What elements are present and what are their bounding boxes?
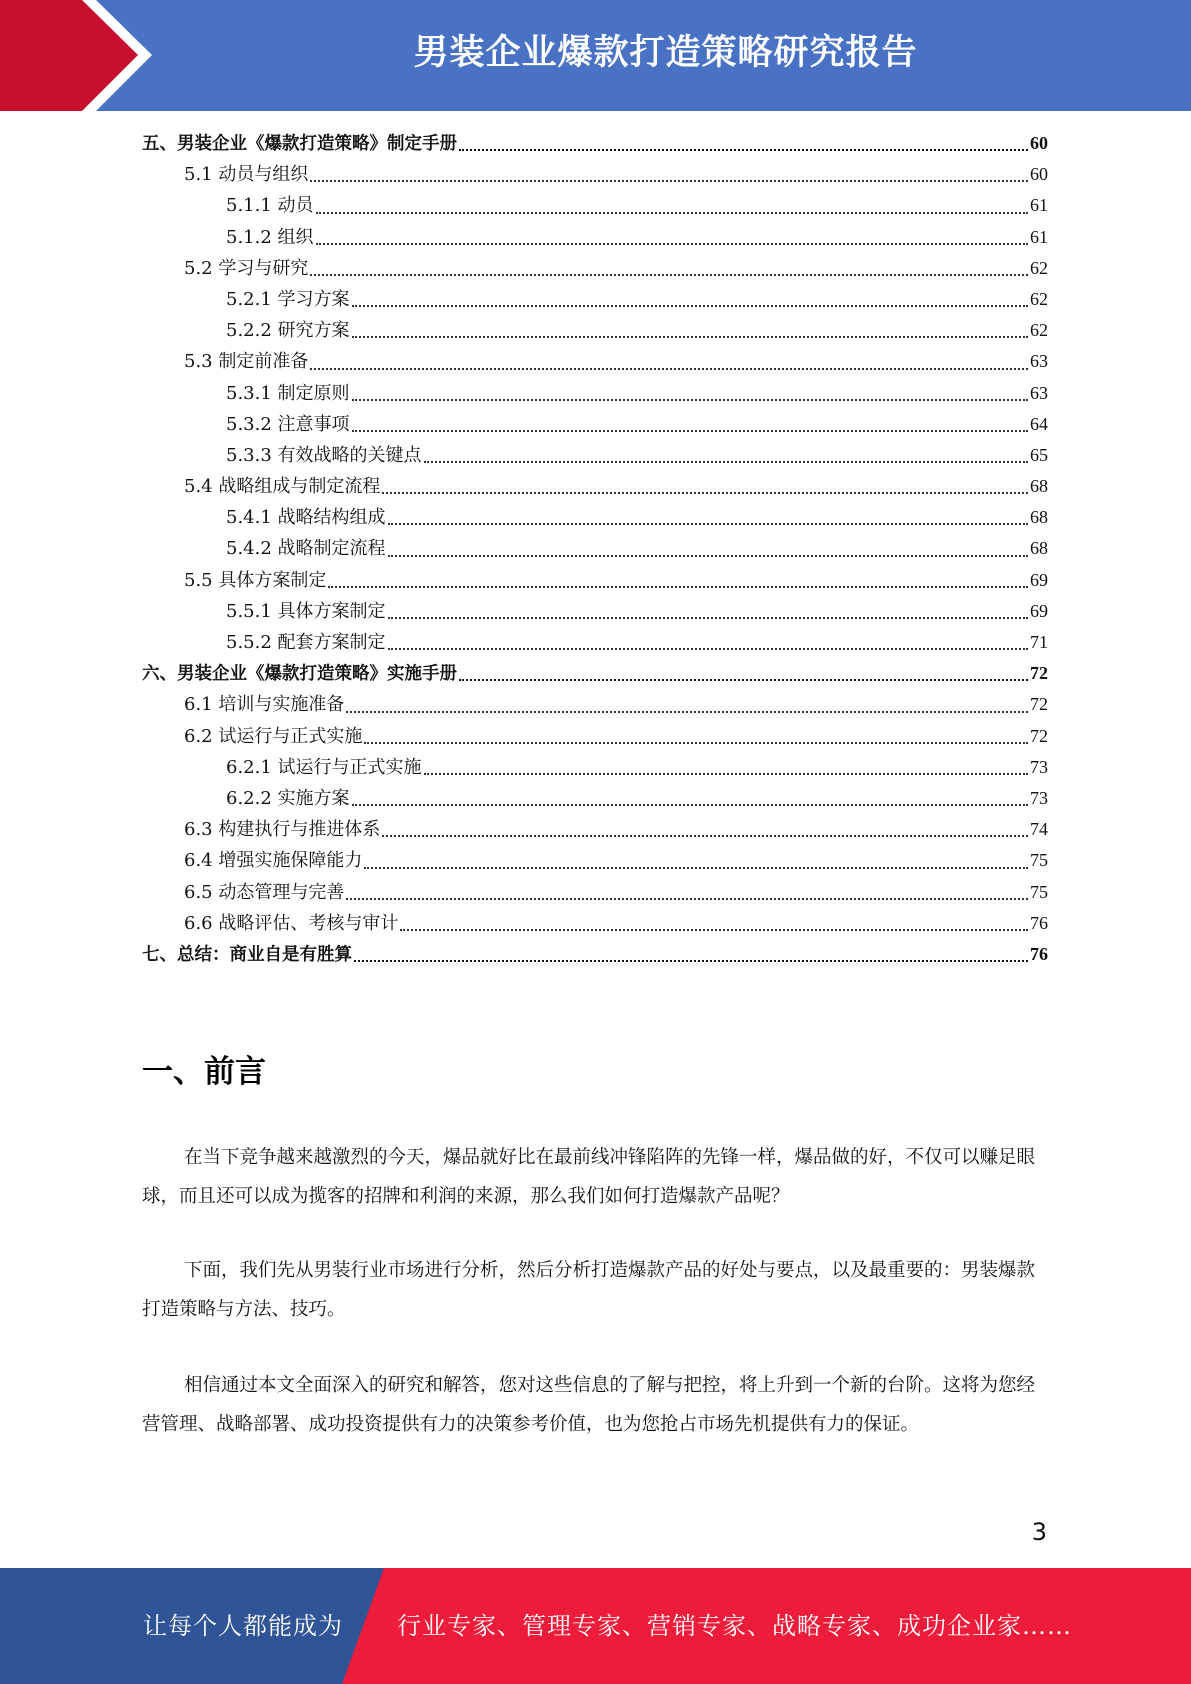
toc-entry-title: 6.5 动态管理与完善 [184,881,345,903]
toc-entry-page: 75 [1030,850,1048,871]
toc-dot-leader [310,368,1028,370]
toc-entry-title: 5.2 学习与研究 [184,257,309,279]
toc-entry[interactable] [142,222,1048,253]
report-title: 男装企业爆款打造策略研究报告 [413,33,918,73]
toc-entry[interactable] [142,128,1048,159]
toc-entry-page: 69 [1030,600,1048,621]
toc-dot-leader [352,804,1028,806]
toc-dot-leader [352,430,1028,432]
toc-entry-title: 5.1.1 动员 [226,195,314,217]
toc-dot-leader [310,274,1028,276]
toc-entry-page: 63 [1030,382,1048,403]
toc-entry-title: 5.1 动员与组织 [184,164,309,186]
toc-entry-title: 5.2.2 研究方案 [226,320,350,342]
toc-entry[interactable] [142,190,1048,221]
toc-entry-page: 73 [1030,787,1048,808]
toc-entry-page: 64 [1030,413,1048,434]
toc-dot-leader [316,243,1028,245]
toc-entry-page: 65 [1030,444,1048,465]
toc-dot-leader [424,461,1028,463]
toc-entry[interactable] [142,378,1048,409]
intro-paragraph-2: 下面，我们先从男装行业市场进行分析，然后分析打造爆款产品的好处与要点，以及最重要的：男装爆款打造策略与方法、技巧。 [142,1260,1036,1320]
toc-entry[interactable] [142,752,1048,783]
toc-entry-title: 六、男装企业《爆款打造策略》实施手册 [142,664,457,685]
toc-entry[interactable] [142,440,1048,471]
toc-entry-title: 6.1 培训与实施准备 [184,694,345,716]
toc-dot-leader [310,180,1028,182]
toc-entry[interactable] [142,502,1048,533]
toc-entry-page: 68 [1030,476,1048,497]
toc-entry[interactable] [142,315,1048,346]
toc-entry-title: 五、男装企业《爆款打造策略》制定手册 [142,134,457,154]
toc-dot-leader [388,648,1028,650]
toc-entry-title: 5.5.2 配套方案制定 [226,632,386,653]
toc-entry-page: 72 [1030,725,1048,746]
toc-dot-leader [364,742,1028,744]
toc-dot-leader [459,149,1028,151]
toc-dot-leader [388,555,1028,557]
toc-entry-page: 62 [1030,288,1048,309]
toc-dot-leader [346,711,1028,713]
toc-entry-title: 5.4 战略组成与制定流程 [184,476,381,498]
toc-entry-page: 69 [1030,569,1048,590]
toc-entry[interactable] [142,908,1048,939]
toc-entry[interactable] [142,845,1048,876]
toc-dot-leader [316,212,1028,214]
toc-entry-title: 6.2.1 试运行与正式实施 [226,756,422,778]
toc-entry[interactable] [142,939,1048,970]
toc-entry[interactable] [142,596,1048,627]
toc-entry-title: 5.4.1 战略结构组成 [226,507,386,529]
toc-entry-page: 63 [1030,351,1048,372]
toc-dot-leader [352,399,1028,401]
footer-slogan-right: 行业专家、管理专家、营销专家、战略专家、成功企业家…… [397,1612,1072,1640]
toc-entry[interactable] [142,565,1048,596]
intro-paragraph-1: 在当下竞争越来越激烈的今天，爆品就好比在最前线冲锋陷阵的先锋一样，爆品做的好，不仅可以赚足眼球，而且还可以成为揽客的招牌和利润的来源，那么我们如何打造爆款产品呢？ [142,1147,1036,1207]
toc-entry-title: 5.5.1 具体方案制定 [226,600,386,622]
toc-entry-page: 71 [1030,632,1048,652]
toc-entry-page: 73 [1030,756,1048,777]
toc-entry-page: 61 [1030,195,1048,216]
page-footer [0,1568,1191,1684]
toc-entry-page: 68 [1030,538,1048,559]
toc-entry-page: 76 [1030,912,1048,933]
toc-entry-title: 5.3.2 注意事项 [226,413,350,435]
toc-entry-page: 60 [1030,164,1048,185]
toc-entry-page: 68 [1030,507,1048,528]
toc-entry-title: 七、总结：商业自是有胜算 [142,944,352,965]
toc-entry[interactable] [142,346,1048,377]
toc-entry[interactable] [142,533,1048,564]
toc-entry[interactable] [142,471,1048,502]
page-number: 3 [1031,1518,1047,1546]
toc-entry[interactable] [142,409,1048,440]
toc-entry-title: 6.3 构建执行与推进体系 [184,819,381,841]
toc-entry-title: 6.6 战略评估、考核与审计 [184,912,399,934]
toc-entry-page: 75 [1030,881,1048,902]
toc-entry-title: 5.2.1 学习方案 [226,288,350,310]
toc-entry-title: 5.1.2 组织 [226,226,314,248]
toc-entry[interactable] [142,284,1048,315]
toc-entry-page: 72 [1030,694,1048,715]
toc-entry-title: 6.2.2 实施方案 [226,787,350,809]
toc-entry[interactable] [142,877,1048,908]
toc-entry[interactable] [142,253,1048,284]
toc-entry[interactable] [142,627,1048,658]
toc-entry[interactable] [142,159,1048,190]
toc-entry-title: 6.4 增强实施保障能力 [184,850,363,872]
toc-dot-leader [352,305,1028,307]
toc-entry[interactable] [142,721,1048,752]
toc-dot-leader [459,679,1028,681]
toc-entry-page: 74 [1030,819,1048,840]
toc-entry[interactable] [142,658,1048,689]
toc-dot-leader [354,960,1028,962]
toc-dot-leader [424,773,1028,775]
toc-entry-title: 5.3.3 有效战略的关键点 [226,444,422,466]
toc-entry-title: 5.3.1 制定原则 [226,382,350,404]
section-heading: 一、前言 [142,1054,266,1090]
intro-paragraph-3: 相信通过本文全面深入的研究和解答，您对这些信息的了解与把控，将上升到一个新的台阶。这将为您经营管理、战略部署、成功投资提供有力的决策参考价值，也为您抢占市场先机提供有力的保证。 [142,1375,1036,1435]
toc-entry-page: 61 [1030,226,1048,247]
toc-entry-page: 72 [1030,663,1048,684]
toc-entry-title: 5.3 制定前准备 [184,351,309,373]
table-of-contents [142,128,1048,970]
toc-entry-title: 6.2 试运行与正式实施 [184,725,363,747]
toc-entry-page: 60 [1030,133,1048,153]
toc-dot-leader [328,586,1028,588]
toc-entry[interactable] [142,814,1048,845]
toc-dot-leader [382,492,1028,494]
toc-dot-leader [364,867,1028,869]
toc-dot-leader [388,617,1028,619]
toc-entry[interactable] [142,783,1048,814]
page-header [0,0,1191,111]
toc-dot-leader [352,336,1028,338]
toc-dot-leader [388,523,1028,525]
footer-slogan-left: 让每个人都能成为 [143,1612,343,1640]
toc-dot-leader [382,835,1028,837]
toc-dot-leader [400,929,1028,931]
toc-entry-page: 62 [1030,320,1048,341]
toc-entry-title: 5.5 具体方案制定 [184,569,327,591]
toc-entry-page: 76 [1030,943,1048,964]
toc-entry[interactable] [142,689,1048,720]
toc-entry-title: 5.4.2 战略制定流程 [226,538,386,560]
toc-entry-page: 62 [1030,257,1048,278]
toc-dot-leader [346,898,1028,900]
